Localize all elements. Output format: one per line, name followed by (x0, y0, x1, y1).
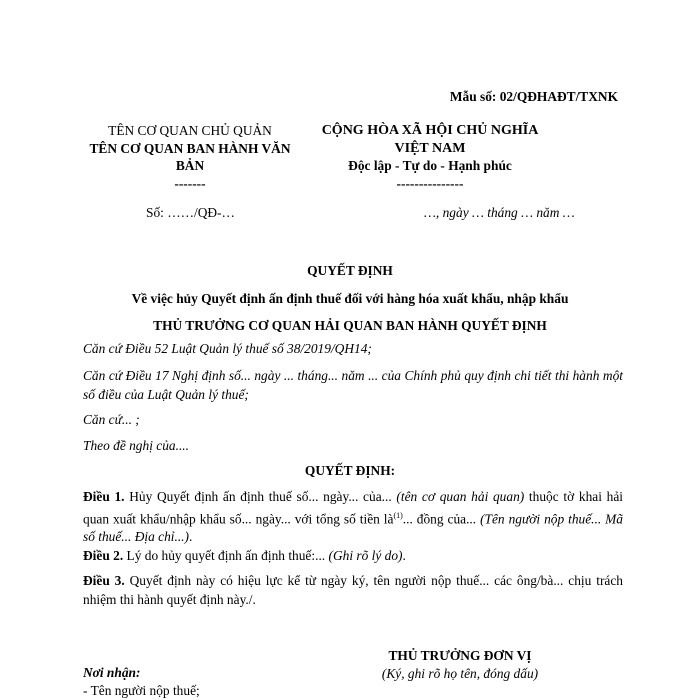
article-1-text: Hủy Quyết định ấn định thuế số... ngày... của... (124, 489, 397, 504)
decision-heading: QUYẾT ĐỊNH: (304, 463, 396, 478)
article-3 (83, 572, 623, 609)
legal-basis-3: Căn cứ... ; (83, 412, 140, 427)
parent-agency: TÊN CƠ QUAN CHỦ QUẢN (108, 123, 272, 138)
article-1-agency-note: (tên cơ quan hải quan) (396, 489, 525, 504)
proposal-line: Theo đề nghị của.... (83, 438, 189, 453)
signature-title: THỦ TRƯỞNG ĐƠN VỊ (388, 648, 532, 663)
recipients-label: Nơi nhận: (83, 665, 141, 680)
article-1 (83, 488, 623, 547)
article-1-end: . (189, 529, 193, 545)
left-header (75, 122, 305, 192)
legal-basis-1: Căn cứ Điều 52 Luật Quản lý thuế số 38/2019/QH14; (83, 341, 372, 356)
article-2-label: Điều 2. (83, 548, 124, 563)
article-2 (83, 547, 623, 566)
footnote-marker: (1) (393, 510, 403, 520)
article-3-label: Điều 3. (83, 573, 125, 588)
article-2-text: Lý do hủy quyết định ấn định thuế:... (123, 548, 329, 563)
article-1-text-2: thuộc tờ khai hải quan xuất khẩu/nhập khẩu số... ngày... với tổng số tiền là (83, 489, 623, 526)
form-code: Mẫu số: 02/QĐHAĐT/TXNK (449, 89, 618, 104)
article-2-reason-note: (Ghi rõ lý do) (328, 548, 403, 563)
issuing-authority: THỦ TRƯỞNG CƠ QUAN HẢI QUAN BAN HÀNH QUYẾT ĐỊNH (153, 318, 547, 333)
article-1-taxpayer-note: (Tên người nộp thuế... Mã số thuế... Địa chỉ...) (83, 510, 623, 545)
right-header (305, 122, 555, 192)
right-divider: --------------- (396, 175, 464, 191)
left-divider: ------- (174, 175, 206, 191)
document-number: Số: ……/QĐ-… (146, 205, 235, 220)
national-title: CỘNG HÒA XÃ HỘI CHỦ NGHĨA VIỆT NAM (321, 123, 539, 156)
recipient-item: - Tên người nộp thuế; (83, 683, 200, 698)
legal-basis-2: Căn cứ Điều 17 Nghị định số... ngày ... tháng... năm ... của Chính phủ quy định chi tiết thi hành một số điều của Luật Quản lý thuế; (83, 368, 623, 402)
article-2-end: . (402, 548, 406, 563)
national-motto: Độc lập - Tự do - Hạnh phúc (348, 158, 512, 173)
article-3-text: Quyết định này có hiệu lực kể từ ngày ký, tên người nộp thuế... các ông/bà... chịu trách nhiệm thi hành quyết định này./. (83, 573, 623, 607)
signature-note: (Ký, ghi rõ họ tên, đóng dấu) (381, 666, 539, 681)
document-title: QUYẾT ĐỊNH (307, 263, 393, 278)
issuing-agency: TÊN CƠ QUAN BAN HÀNH VĂN BẢN (89, 140, 291, 173)
article-1-label: Điều 1. (83, 489, 125, 504)
article-1-text-3: ... đồng của... (402, 510, 481, 526)
document-subject: Về việc hủy Quyết định ấn định thuế đối với hàng hóa xuất khẩu, nhập khẩu (131, 291, 569, 306)
document-date: …, ngày … tháng … năm … (424, 205, 575, 220)
